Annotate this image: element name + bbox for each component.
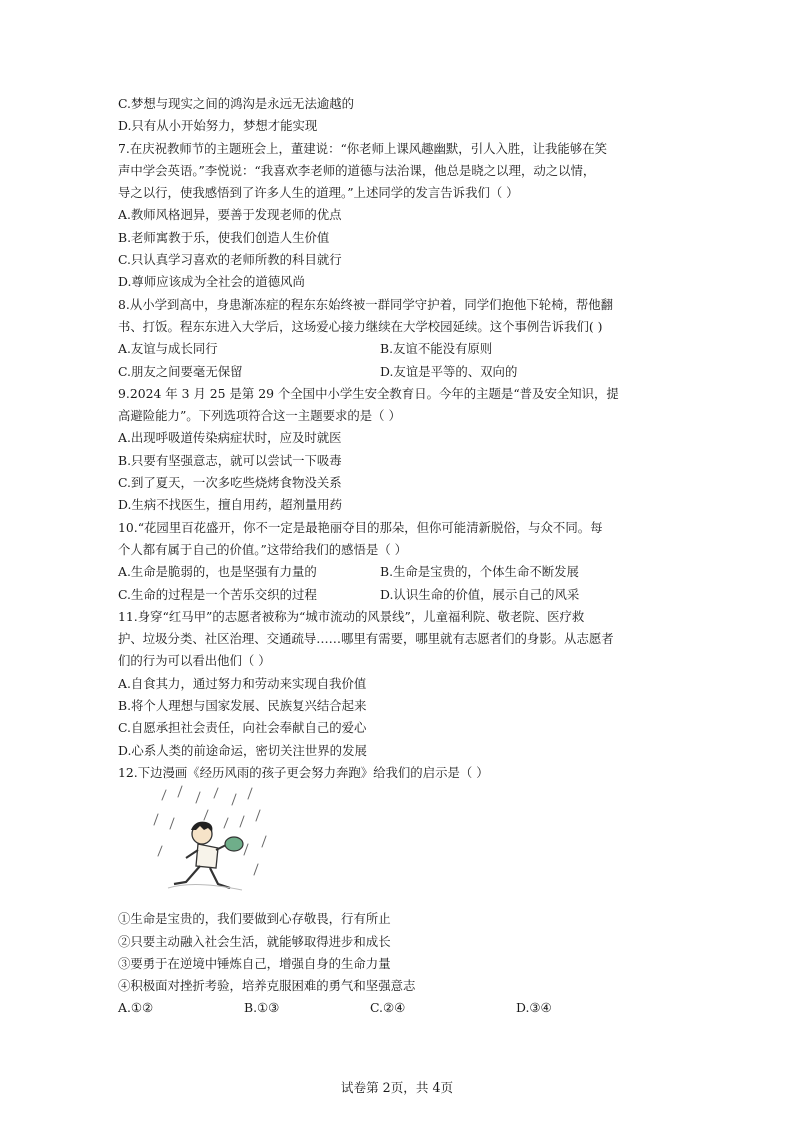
q8-option: A.友谊与成长同行 (118, 341, 218, 357)
q9-line: D.生病不找医生，擅自用药，超剂量用药 (118, 497, 343, 513)
text-line: 7.在庆祝教师节的主题班会上，董建说：“你老师上课风趣幽默，引人入胜，让我能够在笑 (118, 140, 607, 156)
q10-option: C.生命的过程是一个苦乐交织的过程 (118, 586, 317, 602)
q8-option-row (118, 361, 678, 383)
q11-line: 12.下边漫画《经历风雨的孩子更会努力奔跑》给我们的启示是（ ） (118, 764, 489, 780)
text-line: A.教师风格迥异，要善于发现老师的优点 (118, 207, 342, 223)
q8-option: D.友谊是平等的、双向的 (380, 363, 518, 379)
text-line: B.老师寓教于乐，使我们创造人生价值 (118, 229, 330, 245)
q9-line: C.到了夏天，一次多吃些烧烤食物没关系 (118, 475, 342, 491)
q12-statement-line: ②只要主动融入社会生活，就能够取得进步和成长 (118, 933, 391, 949)
q11-line: 护、垃圾分类、社区治理、交通疏导……哪里有需要，哪里就有志愿者们的身影。从志愿者 (118, 631, 614, 647)
text-line: 书、打饭。程东东进入大学后，这场爱心接力继续在大学校园延续。这个事例告诉我们( ) (118, 318, 603, 334)
q12-option: D.③④ (516, 1000, 552, 1016)
exam-content (118, 93, 678, 1020)
q12-option: B.①③ (244, 1000, 280, 1016)
q12-option: A.①② (118, 1000, 154, 1016)
q9-line: 高避险能力”。下列选项符合这一主题要求的是（ ） (118, 408, 401, 424)
q8-options (118, 338, 678, 383)
text-line: C.只认真学习喜欢的老师所教的科目就行 (118, 252, 342, 268)
questions-11-12 (118, 606, 678, 784)
q12-statement-line: ①生命是宝贵的，我们要做到心存敬畏，行有所止 (118, 911, 391, 927)
question-9 (118, 383, 678, 517)
q9-line: B.只要有坚强意志，就可以尝试一下吸毒 (118, 452, 342, 468)
q12-statements (118, 908, 678, 997)
q11-line: C.自愿承担社会责任，向社会奉献自己的爱心 (118, 720, 367, 736)
text-line: D.只有从小开始努力，梦想才能实现 (118, 118, 318, 134)
q8-option: B.友谊不能没有原则 (380, 341, 493, 357)
q9-line: A.出现呼吸道传染病症状时，应及时就医 (118, 430, 342, 446)
q8-option: C.朋友之间要毫无保留 (118, 363, 243, 379)
q11-line: 11.身穿“红马甲”的志愿者被称为“城市流动的风景线”，儿童福利院、敬老院、医疗救 (118, 608, 585, 624)
comic-running-child-in-rain (148, 784, 678, 908)
comic-illustration (148, 784, 278, 908)
q10-option: B.生命是宝贵的，个体生命不断发展 (380, 564, 579, 580)
q8-option-row (118, 338, 678, 360)
q12-statement-line: ④积极面对挫折考验，培养克服困难的勇气和坚强意志 (118, 978, 416, 994)
q10-line: 个人都有属于自己的价值。”这带给我们的感悟是（ ） (118, 541, 408, 557)
q10-option-row (118, 561, 678, 583)
q9-line: 9.2024 年 3 月 25 是第 29 个全国中小学生安全教育日。今年的主题是“普及安全知识，提 (118, 385, 619, 401)
q12-option: C.②④ (370, 1000, 406, 1016)
text-line: 导之以行，使我感悟到了许多人生的道理。”上述同学的发言告诉我们（ ） (118, 185, 519, 201)
q10-line: 10.“花园里百花盛开，你不一定是最艳丽夺目的那朵，但你可能清新脱俗，与众不同。每 (118, 519, 603, 535)
q11-line: D.心系人类的前途命运，密切关注世界的发展 (118, 742, 367, 758)
q10-option-row (118, 584, 678, 606)
q11-line: 们的行为可以看出他们（ ） (118, 653, 271, 669)
q10-option: D.认识生命的价值，展示自己的风采 (380, 586, 580, 602)
page-footer: 试卷第 2页，共 4页 (340, 1080, 454, 1095)
text-line: 声中学会英语。”李悦说：“我喜欢李老师的道德与法治课，他总是晓之以理，动之以情， (118, 162, 596, 178)
q11-line: A.自食其力，通过努力和劳动来实现自我价值 (118, 675, 367, 691)
q11-line: B.将个人理想与国家发展、民族复兴结合起来 (118, 698, 367, 714)
q12-statement-line: ③要勇于在逆境中锤炼自己，增强自身的生命力量 (118, 955, 391, 971)
text-line: 8.从小学到高中，身患渐冻症的程东东始终被一群同学守护着，同学们抱他下轮椅，帮他翻 (118, 296, 614, 312)
questions-6-to-8 (118, 93, 678, 338)
question-10 (118, 517, 678, 562)
text-line: C.梦想与现实之间的鸿沟是永远无法逾越的 (118, 96, 355, 111)
q10-options (118, 561, 678, 606)
q12-options (118, 997, 678, 1019)
text-line: D.尊师应该成为全社会的道德风尚 (118, 274, 305, 290)
q10-option: A.生命是脆弱的，也是坚强有力量的 (118, 564, 317, 580)
